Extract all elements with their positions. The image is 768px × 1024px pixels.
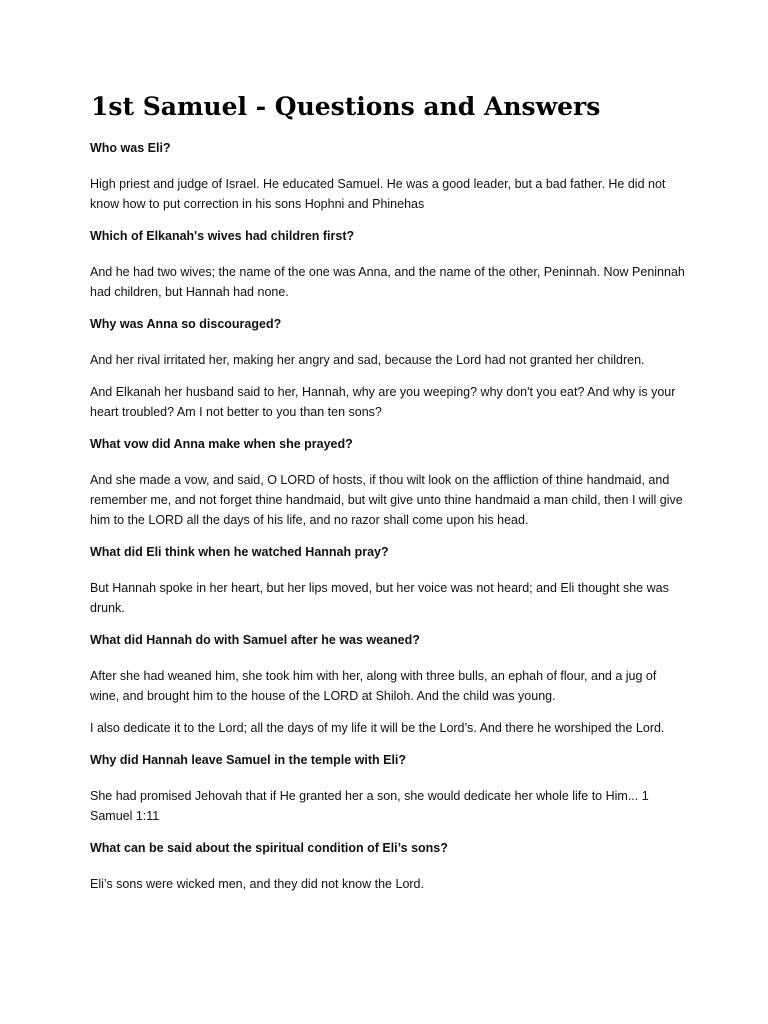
question-8: What can be said about the spiritual condition of Eli’s sons? [90,841,448,855]
answer-2: And he had two wives; the name of the one was Anna, and the name of the other, Peninnah. Now Peninnah had children, but Hannah had none. [90,265,685,299]
answer-6b: I also dedicate it to the Lord; all the days of my life it will be the Lord’s. And there he worshiped the Lord. [90,721,665,735]
answer-6a: After she had weaned him, she took him with her, along with three bulls, an ephah of flour, and a jug of wine, and brought him to the house of the LORD at Shiloh. And the child was young. [90,669,657,703]
answer-1: High priest and judge of Israel. He educated Samuel. He was a good leader, but a bad father. He did not know how to put correction in his sons Hophni and Phinehas [90,177,666,211]
answer-5: But Hannah spoke in her heart, but her lips moved, but her voice was not heard; and Eli thought she was drunk. [90,581,669,615]
answer-3a: And her rival irritated her, making her angry and sad, because the Lord had not granted her children. [90,353,645,367]
question-5: What did Eli think when he watched Hannah pray? [90,545,389,559]
question-4: What vow did Anna make when she prayed? [90,437,353,451]
question-3: Why was Anna so discouraged? [90,317,282,331]
question-2: Which of Elkanah's wives had children first? [90,229,355,243]
question-1: Who was Eli? [90,141,171,155]
answer-8: Eli’s sons were wicked men, and they did not know the Lord. [90,877,424,891]
question-7: Why did Hannah leave Samuel in the temple with Eli? [90,753,407,767]
question-6: What did Hannah do with Samuel after he was weaned? [90,633,420,647]
qa-content [90,138,686,906]
answer-3b: And Elkanah her husband said to her, Hannah, why are you weeping? why don't you eat? And why is your heart troubled? Am I not better to you than ten sons? [90,385,676,419]
page-title: 1st Samuel - Questions and Answers [91,92,601,121]
answer-4: And she made a vow, and said, O LORD of hosts, if thou wilt look on the affliction of thine handmaid, and remember me, and not forget thine handmaid, but wilt give unto thine handmaid a man child, then I will give him to the LORD all the days of his life, and no razor shall come upon his head. [90,473,683,527]
answer-7: She had promised Jehovah that if He granted her a son, she would dedicate her whole life to Him... 1 Samuel 1:11 [90,789,649,823]
